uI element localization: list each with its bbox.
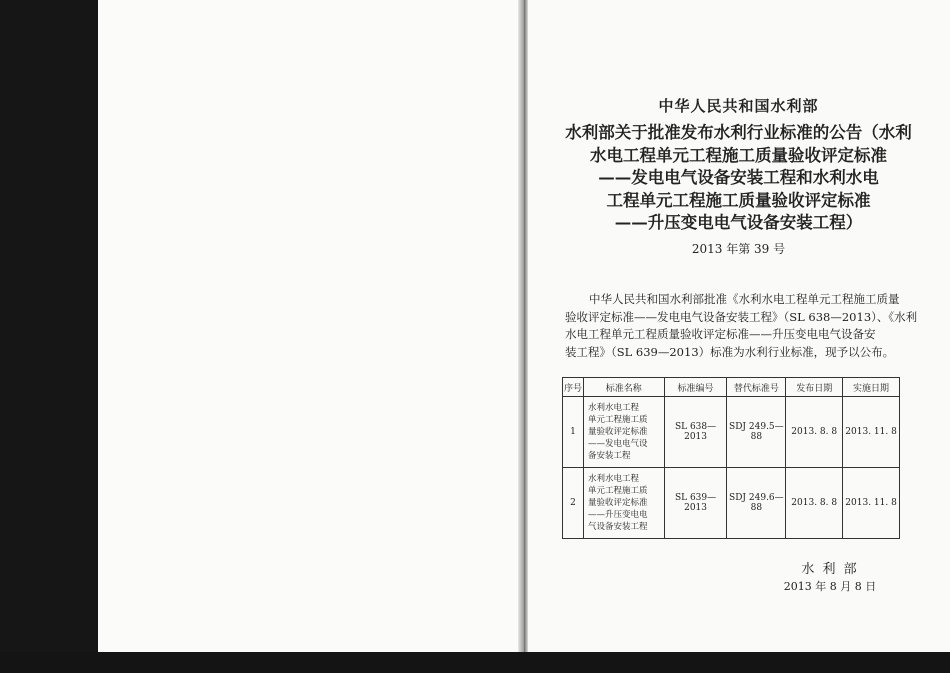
title-line: 水电工程单元工程施工质量验收评定标准 <box>590 145 887 165</box>
cell-code: SL 639—2013 <box>664 468 727 539</box>
header-cell-issued: 发布日期 <box>786 378 843 397</box>
cell-replaces: SDJ 249.5—88 <box>727 397 786 468</box>
name-line: 水利水电工程 <box>587 474 639 484</box>
left-blank-page <box>98 0 518 652</box>
sign-date: 2013 年 8 月 8 日 <box>783 580 877 593</box>
table-row <box>563 397 900 468</box>
body-line: 装工程》（SL 639—2013）标准为水利行业标准，现予以公布。 <box>565 344 895 359</box>
name-line: 气设备安装工程 <box>587 522 648 532</box>
name-line: ——发电电气设 <box>587 439 648 449</box>
name-line: 水利水电工程 <box>587 403 639 413</box>
name-line: 量验收评定标准 <box>587 498 648 508</box>
standards-table <box>562 377 900 539</box>
title-line: 水利部关于批准发布水利行业标准的公告（水利 <box>565 123 912 142</box>
name-line: 单元工程施工质 <box>587 486 648 496</box>
scan-bottom-edge <box>0 652 950 673</box>
announcement-title <box>527 122 950 235</box>
document-number: 2013 年第 39 号 <box>691 242 786 256</box>
body-line: 验收评定标准——发电电气设备安装工程》（SL 638—2013）、《水利 <box>565 309 918 324</box>
ministry-heading: 中华人民共和国水利部 <box>658 97 819 115</box>
cell-no: 1 <box>563 397 584 468</box>
title-line: ——发电电气设备安装工程和水利水电 <box>598 168 879 187</box>
body-line: 中华人民共和国水利部批准《水利水电工程单元工程施工质量 <box>589 292 900 306</box>
cell-replaces: SDJ 249.6—88 <box>727 468 786 539</box>
title-line: ——升压变电电气设备安装工程） <box>614 213 863 232</box>
name-line: 备安装工程 <box>587 451 631 461</box>
header-cell-replaces: 替代标准号 <box>727 378 786 397</box>
name-line: 单元工程施工质 <box>587 415 648 425</box>
cell-name <box>583 468 664 539</box>
cell-no: 2 <box>563 468 584 539</box>
cell-issued: 2013. 8. 8 <box>786 468 843 539</box>
header-cell-no: 序号 <box>563 378 584 397</box>
name-line: ——升压变电电 <box>587 510 648 520</box>
cell-effective: 2013. 11. 8 <box>843 397 900 468</box>
signer: 水 利 部 <box>801 562 859 577</box>
header-cell-code: 标准编号 <box>664 378 727 397</box>
cell-effective: 2013. 11. 8 <box>843 468 900 539</box>
name-line: 量验收评定标准 <box>587 427 648 437</box>
table-row <box>563 468 900 539</box>
table-header-row <box>563 378 900 397</box>
cell-issued: 2013. 8. 8 <box>786 397 843 468</box>
body-line: 水电工程单元工程质量验收评定标准——升压变电电气设备安 <box>565 327 876 341</box>
cell-code: SL 638—2013 <box>664 397 727 468</box>
title-line: 工程单元工程施工质量验收评定标准 <box>606 190 871 210</box>
header-cell-name: 标准名称 <box>583 378 664 397</box>
header-cell-effective: 实施日期 <box>843 378 900 397</box>
announcement-body <box>565 291 918 361</box>
cell-name <box>583 397 664 468</box>
